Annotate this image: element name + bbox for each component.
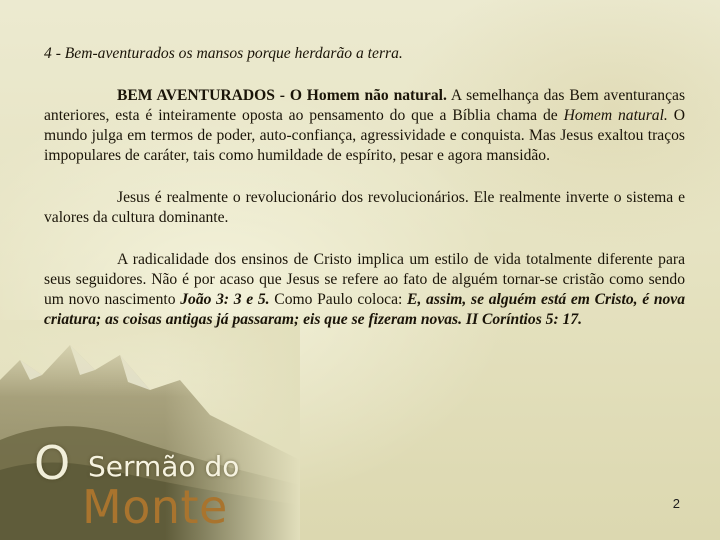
page-number: 2 [672,496,680,511]
logo-sermao-do: Sermão do [88,450,240,483]
paragraph-1-lead: BEM AVENTURADOS - O Homem não natural. [117,87,447,104]
paragraph-3-text-a: A radicalidade dos ensinos de Cristo implica um estilo de vida totalmente diferente para seus seguidores. Não é por acaso que Jesus se refere ao fato de alguém tornar-se cristão como sendo um novo nascimento [44,251,685,308]
paragraph-1 [44,86,685,166]
paragraph-1-text-b: O mundo julga em termos de poder, auto-confiança, agressividade e conquista. Mas Jesus exaltou traços impopulares de caráter, tais como humildade de espírito, pesar e agora mansidão. [44,107,685,164]
document-body [44,44,685,352]
paragraph-1-text-a: A semelhança das Bem aventuranças anteriores, esta é inteiramente oposta ao pensamento do que a Bíblia chama de [44,87,686,124]
paragraph-3-text-b: Como Paulo coloca: [269,291,408,308]
paragraph-1-italic: Homem natural. [563,107,668,124]
logo-monte: Monte [82,480,228,534]
paragraph-3 [44,250,685,330]
paragraph-2: Jesus é realmente o revolucionário dos revolucionários. Ele realmente inverte o sistema e valores da cultura dominante. [44,189,685,226]
logo-o: O [34,436,71,490]
scripture-reference-joao: João 3: 3 e 5. [180,291,270,308]
beatitude-heading: 4 - Bem-aventurados os mansos porque herdarão a terra. [44,45,403,62]
scripture-quote-corintios: E, assim, se alguém está em Cristo, é nova criatura; as coisas antigas já passaram; eis que se fizeram novas. II Coríntios 5: 17. [44,291,686,328]
